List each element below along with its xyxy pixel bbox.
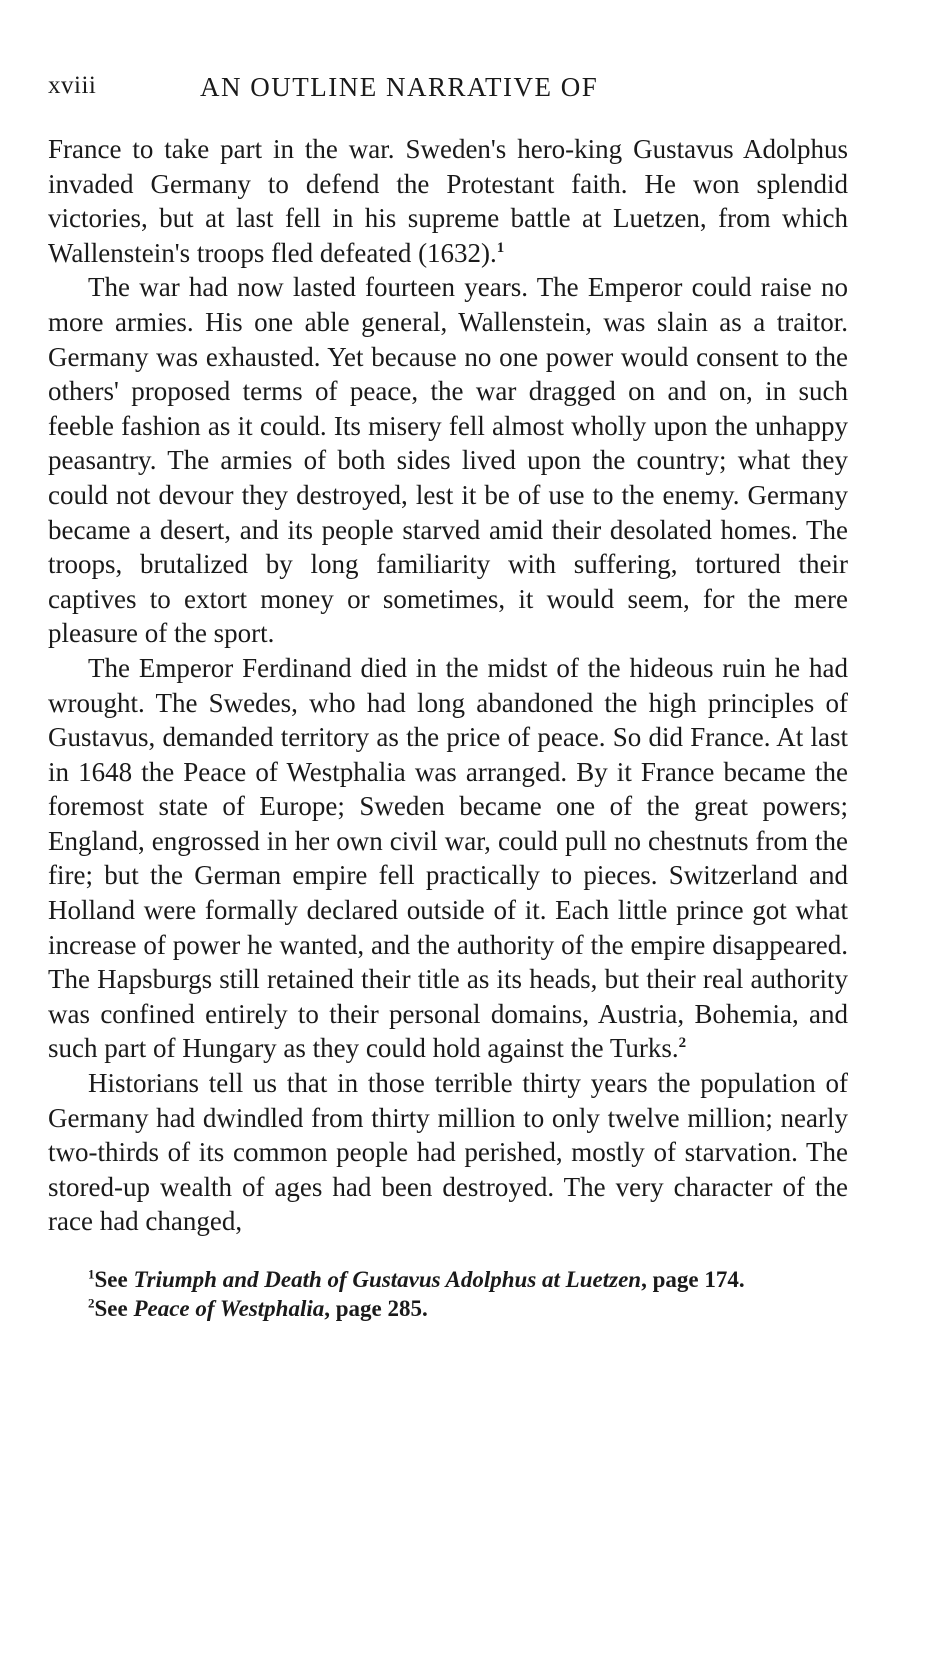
running-head: AN OUTLINE NARRATIVE OF: [200, 72, 599, 102]
footnote-title: Peace of Westphalia: [133, 1296, 325, 1321]
paragraph-text: The Emperor Ferdinand died in the midst of the hideous ruin he had wrought. The Swedes, who had long abandoned the high principles of Gustavus, demanded territory as the price of peace. So did France. At last in 1648 the Peace of Westphalia was arranged. By it France became the foremost state of Europe; Sweden became one of the great powers; England, engrossed in her own civil war, could pull no chestnuts from the fire; but the German empire fell practically to pieces. Switzerland and Holland were formally declared outside of it. Each little prince got what increase of power he wanted, and the authority of the empire disappeared. The Hapsburgs still retained their title as its heads, but their real authority was confined entirely to their personal domains, Austria, Bohemia, and such part of Hungary as they could hold against the Turks.: [48, 652, 848, 1064]
page-number: xviii: [48, 72, 97, 99]
page-header: [48, 72, 848, 108]
footnote-reference[interactable]: 2: [678, 1035, 687, 1052]
paragraph: [48, 132, 848, 270]
footnote-marker: 2: [88, 1295, 95, 1311]
footnote-title: Triumph and Death of Gustavus Adolphus at Luetzen: [133, 1267, 642, 1292]
paragraph-text: The war had now lasted fourteen years. The Emperor could raise no more armies. His one able general, Wallenstein, was slain as a traitor. Germany was exhausted. Yet because no one power would consent to the others' proposed terms of peace, the war dragged on and on, in such feeble fashion as it could. Its misery fell almost wholly upon the unhappy peasantry. The armies of both sides lived upon the country; what they could not devour they destroyed, lest it be of use to the enemy. Germany became a desert, and its people starved amid their desolated homes. The troops, brutalized by long familiarity with suffering, tortured their captives to extort money or sometimes, it would seem, for the mere pleasure of the sport.: [48, 272, 848, 649]
paragraph: [48, 651, 848, 1066]
footnote-suffix: , page 174.: [641, 1267, 745, 1292]
footnote-suffix: , page 285.: [324, 1296, 428, 1321]
footnotes: [48, 1265, 848, 1323]
book-page: [48, 72, 848, 1323]
paragraph-text: Historians tell us that in those terrible thirty years the population of Germany had dwindled from thirty million to only twelve million; nearly two-thirds of its common people had perished, mostly of starvation. The stored-up wealth of ages had been destroyed. The very character of the race had changed,: [48, 1068, 848, 1237]
paragraph: [48, 1066, 848, 1239]
footnote: [48, 1294, 848, 1323]
footnote-marker: 1: [88, 1266, 95, 1282]
footnote-reference[interactable]: 1: [496, 239, 505, 256]
paragraph-text: France to take part in the war. Sweden's hero-king Gustavus Adolphus invaded Germany to defend the Protestant faith. He won splendid victories, but at last fell in his supreme battle at Luetzen, from which Wallenstein's troops fled defeated (1632).: [48, 134, 848, 268]
footnote-prefix: See: [94, 1267, 134, 1292]
body-text: [48, 132, 848, 1239]
footnote-prefix: See: [94, 1296, 134, 1321]
footnote: [48, 1265, 848, 1294]
paragraph: [48, 270, 848, 651]
